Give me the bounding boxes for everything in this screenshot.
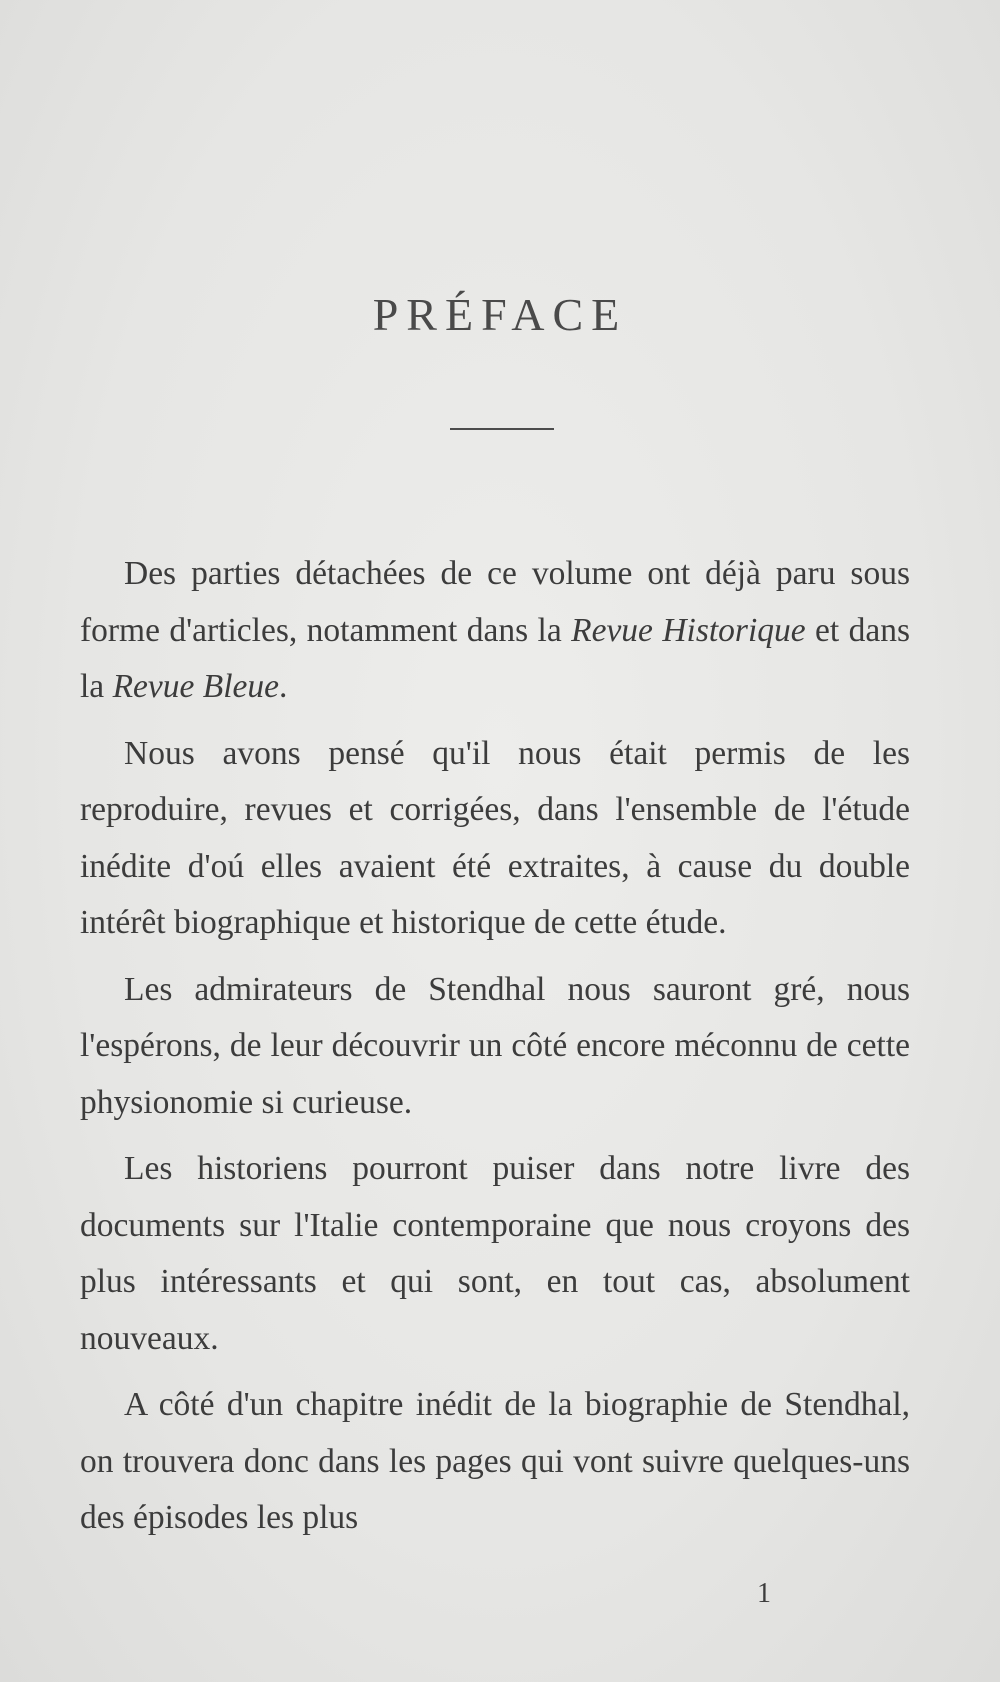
paragraph-3: Les admirateurs de Stendhal nous sauront gré, nous l'espérons, de leur découvrir un côté encore méconnu de cette physionomie si curieuse. [80, 970, 910, 1121]
title-rule [450, 428, 554, 430]
page-title: PRÉFACE [372, 289, 628, 340]
preface-body [80, 546, 910, 1557]
paragraph-5: A côté d'un chapitre inédit de la biographie de Stendhal, on trouvera donc dans les pages qui vont suivre quelques-uns des épisodes les plus [80, 1386, 910, 1536]
page-number: 1 [757, 1578, 771, 1609]
paragraph-4: Les historiens pourront puiser dans notre livre des documents sur l'Italie contemporaine que nous croyons des plus intéressants et qui sont, en tout cas, absolument nouveaux. [80, 1150, 910, 1357]
paragraph-1-text-a: Des parties détachées de ce volume ont déjà paru sous forme d'articles, notamment dans la [80, 555, 910, 649]
revue-bleue-title: Revue Bleue [112, 668, 280, 705]
paragraph-1-text-b: et dans la [80, 611, 910, 705]
paragraph-1-text-c: . [279, 668, 288, 705]
paragraph-2: Nous avons pensé qu'il nous était permis de les reproduire, revues et corrigées, dans l'ensemble de l'étude inédite d'oú elles avaient été extraites, à cause du double intérêt biographique et historique de cette étude. [80, 734, 910, 941]
revue-historique-title: Revue Historique [571, 611, 806, 649]
paragraph-1 [80, 546, 910, 716]
